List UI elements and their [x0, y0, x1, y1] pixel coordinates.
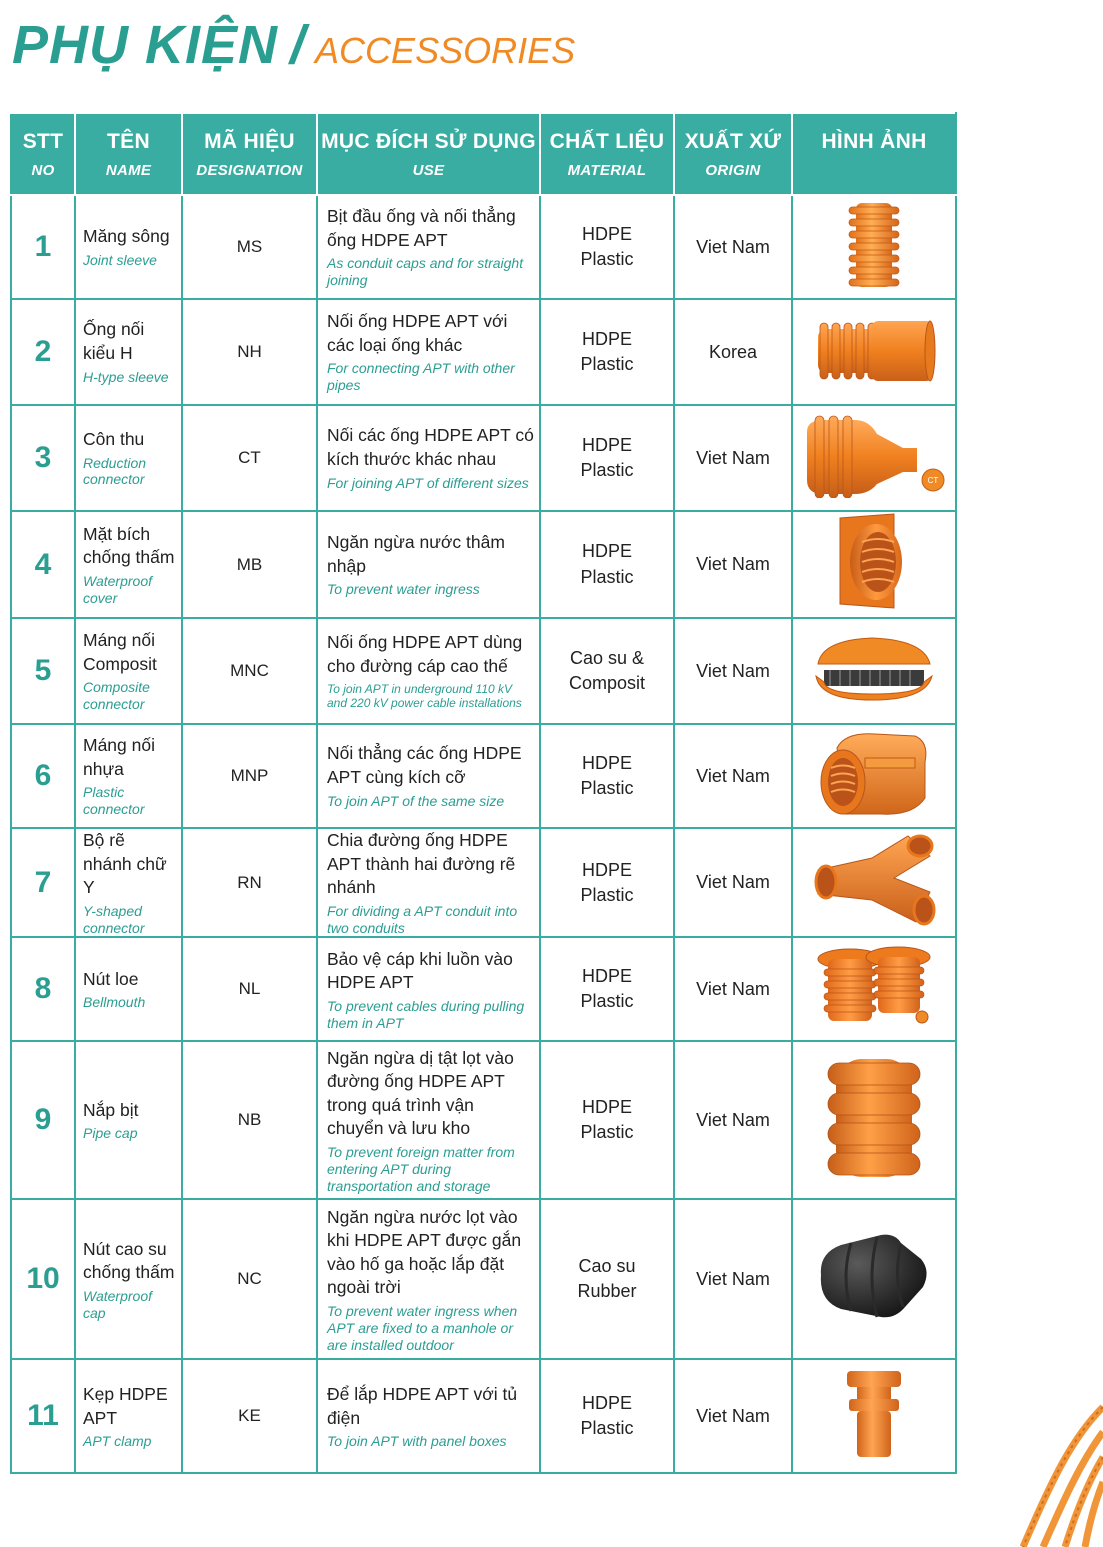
h-type-sleeve-icon: [812, 313, 936, 392]
material-cell: [540, 1359, 674, 1473]
table-row: [11, 828, 956, 937]
product-name-en: H-type sleeve: [83, 368, 169, 385]
row-number: 5: [11, 618, 75, 724]
material-cell: [540, 405, 674, 511]
row-number: 9: [11, 1041, 75, 1199]
designation-code: NL: [182, 937, 317, 1041]
product-use: [317, 724, 540, 828]
designation-code: RN: [182, 828, 317, 937]
column-header-name: TÊN NAME: [75, 113, 182, 195]
origin: Viet Nam: [696, 660, 770, 681]
table-row: [11, 195, 956, 299]
product-name: [75, 1041, 182, 1199]
rubber-waterproof-cap-icon: [811, 1231, 937, 1328]
product-name-en: Waterproof cover: [83, 572, 152, 606]
product-name-en: Waterproof cap: [83, 1287, 152, 1321]
table-row: [11, 1199, 956, 1359]
product-image-cell: [792, 1199, 956, 1359]
product-use: [317, 299, 540, 405]
material-cell: [540, 299, 674, 405]
use-en: To prevent water ingress when APT are fixed to a manhole or are installed outdoor: [327, 1303, 518, 1353]
use-en: For joining APT of different sizes: [327, 474, 529, 491]
use-en: To join APT of the same size: [327, 792, 505, 809]
origin-cell: [674, 195, 792, 299]
use-vi: Ngăn ngừa nước thâm nhập: [327, 531, 505, 576]
product-use: [317, 618, 540, 724]
product-name-en: Y-shaped connector: [83, 902, 145, 936]
product-name: [75, 511, 182, 618]
material-cell: [540, 828, 674, 937]
origin-cell: [674, 1041, 792, 1199]
product-image-cell: [792, 299, 956, 405]
product-image-cell: [792, 618, 956, 724]
use-en: To join APT with panel boxes: [327, 1433, 507, 1450]
bellmouth-icon: [812, 945, 936, 1034]
origin-cell: [674, 511, 792, 618]
origin-cell: [674, 405, 792, 511]
svg-text:CT: CT: [927, 475, 939, 485]
product-name: [75, 195, 182, 299]
apt-clamp-icon: [843, 1367, 905, 1466]
row-number: 1: [11, 195, 75, 299]
product-name-en: APT clamp: [83, 1433, 152, 1450]
product-name: [75, 724, 182, 828]
row-number: 11: [11, 1359, 75, 1473]
designation-code: NB: [182, 1041, 317, 1199]
material: HDPE Plastic: [580, 1097, 634, 1143]
table-row: [11, 1359, 956, 1473]
column-header-image: HÌNH ẢNH: [792, 113, 956, 195]
product-name-vi: Măng sông: [83, 226, 170, 247]
column-header-no: STT NO: [11, 113, 75, 195]
product-name: [75, 1199, 182, 1359]
material: HDPE Plastic: [580, 434, 634, 480]
material-cell: [540, 1041, 674, 1199]
origin: Viet Nam: [696, 1109, 770, 1130]
origin-cell: [674, 828, 792, 937]
joint-sleeve-icon: [844, 199, 904, 296]
table-row: [11, 724, 956, 828]
row-number: 3: [11, 405, 75, 511]
product-use: [317, 1359, 540, 1473]
product-name-en: Joint sleeve: [83, 251, 157, 268]
material-cell: [540, 195, 674, 299]
column-header-use: MỤC ĐÍCH SỬ DỤNG USE: [317, 113, 540, 195]
use-vi: Nối thẳng các ống HDPE APT cùng kích cỡ: [327, 743, 522, 788]
product-image-cell: [792, 724, 956, 828]
product-use: [317, 1199, 540, 1359]
product-name-en: Pipe cap: [83, 1125, 138, 1142]
use-en: For dividing a APT conduit into two conduits: [327, 902, 518, 936]
row-number: 4: [11, 511, 75, 618]
material: HDPE Plastic: [580, 541, 634, 587]
origin: Korea: [708, 341, 758, 362]
use-vi: Nối ống HDPE APT với các loại ống khác: [327, 311, 508, 355]
designation-code: CT: [182, 405, 317, 511]
row-number: 2: [11, 299, 75, 405]
product-name-en: Plastic connector: [83, 784, 145, 818]
designation-code: MS: [182, 195, 317, 299]
origin: Viet Nam: [696, 978, 770, 999]
product-name: [75, 1359, 182, 1473]
designation-code: MNC: [182, 618, 317, 724]
material: HDPE Plastic: [580, 1393, 634, 1439]
use-en: For connecting APT with other pipes: [327, 360, 515, 394]
product-image-cell: [792, 195, 956, 299]
composite-connector-icon: [812, 634, 936, 709]
product-name-vi: Máng nối nhựa: [83, 735, 155, 779]
designation-code: NH: [182, 299, 317, 405]
use-en: To join APT in underground 110 kV and 220 kV power cable installations: [327, 681, 522, 711]
title-vietnamese: PHỤ KIỆN: [12, 15, 279, 75]
product-name-en: Bellmouth: [83, 994, 146, 1011]
product-use: [317, 405, 540, 511]
use-en: To prevent water ingress: [327, 581, 480, 598]
origin: Viet Nam: [696, 765, 770, 786]
coiled-pipe-decoration-icon: [1013, 1377, 1103, 1547]
use-vi: Để lắp HDPE APT với tủ điện: [327, 1383, 518, 1428]
product-name-vi: Máng nối Composit: [83, 630, 157, 674]
origin-cell: [674, 299, 792, 405]
product-name: [75, 618, 182, 724]
use-vi: Bịt đầu ống và nối thẳng ống HDPE APT: [327, 206, 516, 250]
product-use: [317, 828, 540, 937]
material-cell: [540, 937, 674, 1041]
page-title: [12, 14, 575, 74]
plastic-connector-icon: [815, 728, 933, 825]
column-header-designation: MÃ HIỆU DESIGNATION: [182, 113, 317, 195]
use-en: To prevent cables during pulling them in APT: [327, 997, 525, 1031]
table-row: [11, 1041, 956, 1199]
table-row: [11, 618, 956, 724]
material: HDPE Plastic: [580, 966, 634, 1012]
use-en: To prevent foreign matter from entering APT during transportation and storage: [327, 1144, 515, 1194]
product-name-vi: Nắp bịt: [83, 1099, 139, 1120]
product-image-cell: [792, 1359, 956, 1473]
product-name-en: Composite connector: [83, 679, 150, 713]
use-vi: Nối các ống HDPE APT có kích thước khác nhau: [327, 425, 534, 470]
product-name-vi: Mặt bích chống thấm: [83, 523, 175, 568]
product-use: [317, 511, 540, 618]
product-name: [75, 937, 182, 1041]
origin-cell: [674, 724, 792, 828]
origin-cell: [674, 618, 792, 724]
origin: Viet Nam: [696, 1405, 770, 1426]
product-image-cell: [792, 828, 956, 937]
use-en: As conduit caps and for straight joining: [327, 255, 524, 289]
product-name-vi: Nút loe: [83, 968, 139, 989]
origin-cell: [674, 1359, 792, 1473]
product-name-vi: Ống nối kiểu H: [83, 319, 145, 364]
product-image-cell: [792, 1041, 956, 1199]
product-name: [75, 405, 182, 511]
table-row: [11, 405, 956, 511]
product-name-vi: Nút cao su chống thấm: [83, 1238, 175, 1283]
origin: Viet Nam: [696, 872, 770, 893]
row-number: 8: [11, 937, 75, 1041]
table-row: [11, 937, 956, 1041]
product-name-vi: Kẹp HDPE APT: [83, 1383, 168, 1428]
designation-code: MB: [182, 511, 317, 618]
material: Cao su Rubber: [577, 1256, 637, 1302]
product-image-cell: [792, 405, 956, 511]
pipe-cap-icon: [826, 1049, 922, 1192]
product-use: [317, 195, 540, 299]
origin: Viet Nam: [696, 1268, 770, 1289]
material-cell: [540, 618, 674, 724]
y-shaped-connector-icon: [812, 830, 936, 935]
product-image-cell: [792, 511, 956, 618]
use-vi: Bảo vệ cáp khi luồn vào HDPE APT: [327, 948, 513, 993]
accessories-table: [10, 112, 957, 1474]
designation-code: MNP: [182, 724, 317, 828]
origin: Viet Nam: [696, 554, 770, 574]
origin: Viet Nam: [696, 447, 770, 468]
product-name-vi: Bộ rẽ nhánh chữ Y: [83, 830, 167, 898]
product-name-en: Reduction connector: [83, 454, 147, 488]
row-number: 10: [11, 1199, 75, 1359]
material-cell: [540, 511, 674, 618]
product-use: [317, 1041, 540, 1199]
column-header-material: CHẤT LIỆU MATERIAL: [540, 113, 674, 195]
use-vi: Chia đường ống HDPE APT thành hai đường rẽ nhánh: [327, 830, 516, 898]
column-header-origin: XUẤT XỨ ORIGIN: [674, 113, 792, 195]
product-name: [75, 828, 182, 937]
table-row: [11, 511, 956, 618]
origin-cell: [674, 1199, 792, 1359]
use-vi: Ngăn ngừa nước lọt vào khi HDPE APT được gắn vào hố ga hoặc lắp đặt ngoài trời: [327, 1206, 522, 1298]
product-name: [75, 299, 182, 405]
material: HDPE Plastic: [580, 752, 634, 798]
reduction-connector-icon: [799, 414, 949, 503]
material: HDPE Plastic: [580, 328, 634, 374]
designation-code: NC: [182, 1199, 317, 1359]
designation-code: KE: [182, 1359, 317, 1473]
product-use: [317, 937, 540, 1041]
material-cell: [540, 1199, 674, 1359]
material-cell: [540, 724, 674, 828]
row-number: 6: [11, 724, 75, 828]
use-vi: Nối ống HDPE APT dùng cho đường cáp cao thế: [327, 632, 523, 677]
origin-cell: [674, 937, 792, 1041]
material: HDPE Plastic: [580, 223, 634, 269]
table-header-row: [11, 113, 956, 195]
waterproof-cover-icon: [834, 512, 914, 617]
table-row: [11, 299, 956, 405]
use-vi: Ngăn ngừa dị tật lọt vào đường ống HDPE APT trong quá trình vận chuyển và lưu kho: [327, 1047, 514, 1139]
material: HDPE Plastic: [580, 859, 634, 905]
title-english: ACCESSORIES: [315, 30, 576, 71]
product-name-vi: Côn thu: [83, 428, 145, 449]
material: Cao su & Composit: [568, 647, 646, 693]
title-separator: /: [290, 15, 306, 75]
product-image-cell: [792, 937, 956, 1041]
origin: Viet Nam: [696, 236, 770, 257]
row-number: 7: [11, 828, 75, 937]
